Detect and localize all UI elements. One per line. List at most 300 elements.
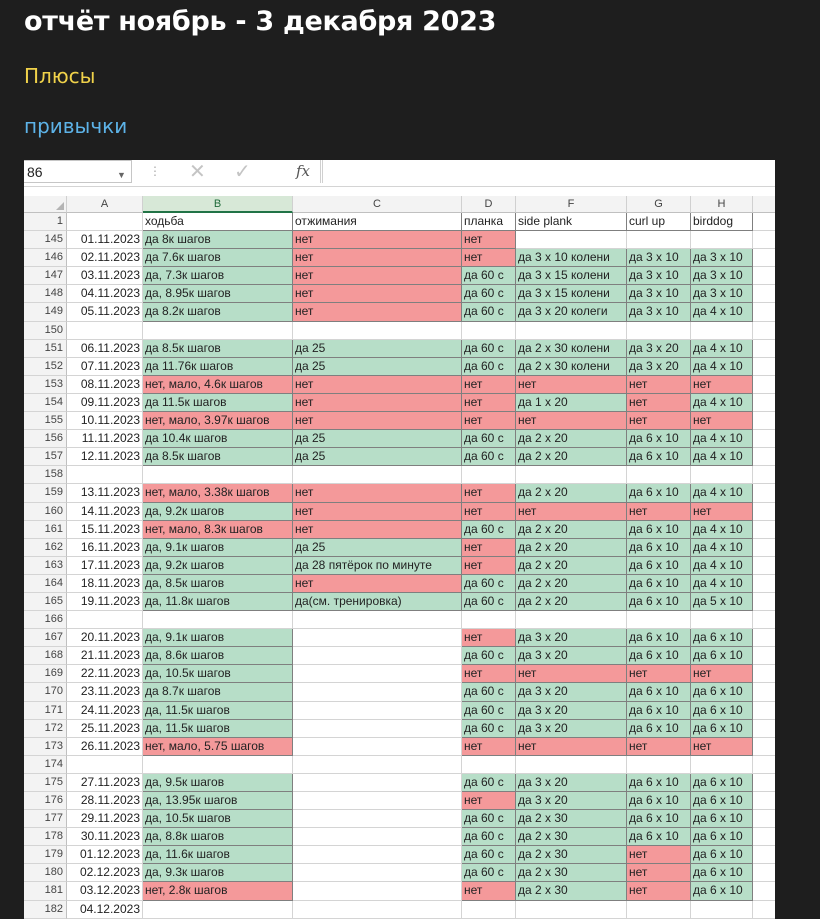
row-number[interactable]: 158 [24,466,67,484]
table-cell[interactable]: нет, мало, 5.75 шагов [143,738,293,756]
row-number[interactable]: 181 [24,882,67,900]
table-cell[interactable]: да 8.7к шагов [143,683,293,701]
table-cell[interactable]: да 6 х 10 [691,774,753,792]
table-cell[interactable] [143,901,293,919]
table-cell[interactable]: нет [516,665,627,683]
table-cell[interactable] [143,322,293,340]
table-cell[interactable]: да 2 х 20 [516,539,627,557]
table-cell[interactable]: да 6 х 10 [627,430,691,448]
table-cell[interactable]: да 11.76к шагов [143,358,293,376]
table-cell[interactable]: нет [516,738,627,756]
table-cell[interactable]: нет, мало, 3.97к шагов [143,412,293,430]
table-cell[interactable] [67,466,143,484]
column-header-g[interactable]: G [627,196,691,213]
table-cell[interactable]: нет [462,738,516,756]
row-number[interactable]: 162 [24,539,67,557]
table-cell[interactable]: да 2 х 30 [516,864,627,882]
table-cell-empty[interactable] [753,249,775,267]
table-cell[interactable] [691,322,753,340]
column-title-cell[interactable]: birddog [691,213,753,231]
table-cell-empty[interactable] [753,792,775,810]
table-cell[interactable]: нет [462,539,516,557]
table-cell[interactable]: да 6 х 10 [691,720,753,738]
table-cell[interactable]: нет [627,376,691,394]
table-cell[interactable]: да 2 х 30 колени [516,340,627,358]
row-number[interactable]: 150 [24,322,67,340]
table-cell[interactable]: 01.11.2023 [67,231,143,249]
table-cell[interactable]: 27.11.2023 [67,774,143,792]
column-header-h[interactable]: H [691,196,753,213]
table-cell[interactable]: нет [516,376,627,394]
table-cell-empty[interactable] [753,810,775,828]
table-cell[interactable]: да 6 х 10 [691,702,753,720]
table-cell[interactable]: да, 9.1к шагов [143,539,293,557]
table-cell[interactable]: да 6 х 10 [627,557,691,575]
row-number[interactable]: 166 [24,611,67,629]
table-cell[interactable] [516,231,627,249]
table-cell[interactable]: да 25 [293,358,462,376]
table-cell[interactable]: 14.11.2023 [67,503,143,521]
table-cell-empty[interactable] [753,340,775,358]
table-cell[interactable]: нет [462,665,516,683]
table-cell[interactable]: да 6 х 10 [691,683,753,701]
table-cell[interactable]: нет [293,503,462,521]
table-cell[interactable] [691,231,753,249]
table-cell[interactable] [462,611,516,629]
table-cell[interactable]: да 11.5к шагов [143,394,293,412]
row-number[interactable]: 156 [24,430,67,448]
table-cell[interactable]: 06.11.2023 [67,340,143,358]
table-cell[interactable]: нет [293,231,462,249]
table-cell-empty[interactable] [753,665,775,683]
table-cell-empty[interactable] [753,557,775,575]
table-cell[interactable]: да 60 с [462,448,516,466]
table-cell[interactable]: нет [462,792,516,810]
table-cell[interactable]: да, 7.3к шагов [143,267,293,285]
table-cell[interactable]: 02.11.2023 [67,249,143,267]
table-cell[interactable]: нет [462,629,516,647]
table-cell[interactable] [627,611,691,629]
table-cell[interactable]: да 4 х 10 [691,448,753,466]
table-cell[interactable]: 04.12.2023 [67,901,143,919]
table-cell-empty[interactable] [753,539,775,557]
table-cell[interactable]: нет [293,376,462,394]
table-cell[interactable]: нет [293,521,462,539]
table-cell[interactable]: нет [627,864,691,882]
row-number[interactable]: 147 [24,267,67,285]
table-cell[interactable]: да 60 с [462,521,516,539]
row-number[interactable]: 146 [24,249,67,267]
table-cell[interactable]: нет [691,376,753,394]
table-cell-empty[interactable] [753,503,775,521]
table-cell[interactable]: да 3 х 20 [516,647,627,665]
table-cell-empty[interactable] [753,864,775,882]
table-cell[interactable]: да 25 [293,539,462,557]
table-cell[interactable]: да 6 х 10 [627,575,691,593]
row-number[interactable]: 174 [24,756,67,774]
table-cell[interactable]: да 2 х 30 [516,828,627,846]
table-cell[interactable]: да(см. тренировка) [293,593,462,611]
table-cell[interactable]: да 60 с [462,340,516,358]
table-cell[interactable]: да 60 с [462,430,516,448]
table-cell[interactable]: да 2 х 30 [516,846,627,864]
table-cell[interactable]: да 60 с [462,593,516,611]
column-title-cell[interactable]: ходьба [143,213,293,231]
table-cell[interactable]: да, 9.1к шагов [143,629,293,647]
row-number[interactable]: 155 [24,412,67,430]
table-cell[interactable]: да 25 [293,340,462,358]
table-cell[interactable]: да 2 х 20 [516,430,627,448]
table-cell[interactable]: да 3 х 20 [516,683,627,701]
row-number[interactable]: 173 [24,738,67,756]
table-cell[interactable] [293,466,462,484]
table-cell-empty[interactable] [753,575,775,593]
table-cell[interactable]: да 3 х 20 [516,629,627,647]
table-cell[interactable]: да 6 х 10 [627,792,691,810]
table-cell[interactable]: да 25 [293,448,462,466]
table-cell-empty[interactable] [753,303,775,321]
table-cell[interactable]: да 28 пятёрок по минуте [293,557,462,575]
table-cell[interactable] [293,774,462,792]
table-cell[interactable]: 03.12.2023 [67,882,143,900]
table-cell[interactable]: да 4 х 10 [691,340,753,358]
table-cell[interactable]: да 6 х 10 [627,810,691,828]
column-header-f[interactable]: F [516,196,627,213]
table-cell[interactable]: 10.11.2023 [67,412,143,430]
table-cell[interactable]: да 2 х 20 [516,448,627,466]
table-cell[interactable]: да 3 х 20 колеги [516,303,627,321]
table-cell[interactable]: нет [516,503,627,521]
column-title-cell[interactable]: side plank [516,213,627,231]
row-number[interactable]: 180 [24,864,67,882]
table-cell[interactable] [293,756,462,774]
table-cell[interactable]: да 60 с [462,683,516,701]
table-cell[interactable]: да 4 х 10 [691,394,753,412]
table-cell[interactable]: да 2 х 30 [516,882,627,900]
table-cell[interactable]: нет [627,665,691,683]
table-cell[interactable]: да 6 х 10 [691,629,753,647]
table-cell[interactable] [516,901,627,919]
table-cell[interactable]: да 4 х 10 [691,484,753,502]
table-cell[interactable] [627,466,691,484]
table-cell[interactable] [691,466,753,484]
table-cell-empty[interactable] [753,756,775,774]
table-cell[interactable]: нет [293,285,462,303]
table-cell[interactable]: 18.11.2023 [67,575,143,593]
table-cell[interactable]: да 3 х 20 [627,340,691,358]
table-cell[interactable] [293,702,462,720]
table-cell[interactable]: да, 11.8к шагов [143,593,293,611]
table-cell[interactable]: нет [462,249,516,267]
table-cell[interactable] [293,846,462,864]
table-cell[interactable] [627,231,691,249]
row-number[interactable]: 176 [24,792,67,810]
table-cell[interactable]: нет, 2.8к шагов [143,882,293,900]
table-cell-empty[interactable] [753,683,775,701]
row-number[interactable]: 160 [24,503,67,521]
row-number[interactable]: 157 [24,448,67,466]
habits-heading[interactable]: привычки [24,114,128,138]
table-cell[interactable] [293,647,462,665]
table-cell[interactable]: да 4 х 10 [691,557,753,575]
table-cell-empty[interactable] [753,412,775,430]
table-cell[interactable]: да 6 х 10 [627,774,691,792]
table-cell[interactable] [462,322,516,340]
table-cell[interactable]: 11.11.2023 [67,430,143,448]
table-cell[interactable]: да, 9.3к шагов [143,864,293,882]
table-cell[interactable]: 24.11.2023 [67,702,143,720]
table-cell[interactable] [516,322,627,340]
table-cell[interactable]: 29.11.2023 [67,810,143,828]
table-cell[interactable]: да 3 х 10 [691,285,753,303]
table-cell[interactable]: да 4 х 10 [691,521,753,539]
table-cell[interactable]: да 10.4к шагов [143,430,293,448]
table-cell[interactable]: да 6 х 10 [691,864,753,882]
table-cell[interactable]: 21.11.2023 [67,647,143,665]
table-cell[interactable]: 02.12.2023 [67,864,143,882]
row-number[interactable]: 167 [24,629,67,647]
table-cell[interactable]: да, 11.6к шагов [143,846,293,864]
table-cell[interactable]: да 2 х 30 колени [516,358,627,376]
table-cell-empty[interactable] [753,774,775,792]
table-cell[interactable]: да, 8.95к шагов [143,285,293,303]
table-cell[interactable]: да 2 х 20 [516,484,627,502]
table-cell[interactable]: да 60 с [462,774,516,792]
table-cell[interactable]: да 3 х 10 [627,285,691,303]
table-cell-empty[interactable] [753,901,775,919]
table-cell[interactable] [516,611,627,629]
row-number[interactable]: 153 [24,376,67,394]
table-cell[interactable]: да 3 х 10 [627,303,691,321]
table-cell[interactable]: да, 11.5к шагов [143,702,293,720]
table-cell[interactable]: да 2 х 20 [516,557,627,575]
table-cell-empty[interactable] [753,629,775,647]
table-cell[interactable]: да 4 х 10 [691,575,753,593]
table-cell[interactable]: 13.11.2023 [67,484,143,502]
table-cell[interactable]: да 3 х 10 [627,267,691,285]
table-cell[interactable]: нет, мало, 4.6к шагов [143,376,293,394]
column-header-a[interactable]: A [67,196,143,213]
table-cell[interactable] [143,611,293,629]
table-cell[interactable] [67,756,143,774]
table-cell[interactable]: нет [691,503,753,521]
table-cell-empty[interactable] [753,394,775,412]
row-number[interactable]: 1 [24,213,67,231]
table-cell[interactable]: 23.11.2023 [67,683,143,701]
table-cell[interactable] [293,720,462,738]
table-cell[interactable] [691,611,753,629]
table-cell[interactable]: нет [627,503,691,521]
table-cell[interactable]: да 6 х 10 [627,828,691,846]
table-cell[interactable]: да 6 х 10 [627,448,691,466]
table-cell[interactable]: да, 11.5к шагов [143,720,293,738]
close-icon[interactable]: ✕ [189,161,206,183]
table-cell[interactable]: нет [462,484,516,502]
table-cell[interactable] [293,828,462,846]
table-cell[interactable]: да 2 х 30 [516,810,627,828]
table-cell[interactable]: да 6 х 10 [627,484,691,502]
table-cell-empty[interactable] [753,593,775,611]
checkmark-icon[interactable]: ✓ [234,161,251,183]
table-cell-empty[interactable] [753,358,775,376]
table-cell-empty[interactable] [753,846,775,864]
table-cell[interactable] [293,792,462,810]
table-cell[interactable]: 16.11.2023 [67,539,143,557]
row-number[interactable]: 175 [24,774,67,792]
table-cell[interactable]: 03.11.2023 [67,267,143,285]
row-number[interactable]: 168 [24,647,67,665]
table-cell[interactable] [293,882,462,900]
table-cell[interactable] [293,611,462,629]
table-cell[interactable] [67,322,143,340]
table-cell[interactable] [462,756,516,774]
column-header-d[interactable]: D [462,196,516,213]
table-cell[interactable]: нет [516,412,627,430]
formula-input[interactable] [322,160,775,183]
table-cell[interactable]: 09.11.2023 [67,394,143,412]
table-cell[interactable]: да 6 х 10 [627,647,691,665]
table-cell[interactable]: да 3 х 15 колени [516,267,627,285]
table-cell[interactable]: 25.11.2023 [67,720,143,738]
table-cell[interactable]: да, 10.5к шагов [143,665,293,683]
table-cell[interactable] [462,466,516,484]
table-cell[interactable]: нет [293,394,462,412]
table-cell[interactable]: да 4 х 10 [691,539,753,557]
row-number[interactable]: 151 [24,340,67,358]
table-cell[interactable]: да 3 х 10 [627,249,691,267]
table-cell[interactable]: да 7.6к шагов [143,249,293,267]
table-cell[interactable]: да, 9.5к шагов [143,774,293,792]
table-cell[interactable]: да 25 [293,430,462,448]
row-number[interactable]: 178 [24,828,67,846]
table-cell[interactable]: да 6 х 10 [691,810,753,828]
table-cell[interactable]: 17.11.2023 [67,557,143,575]
table-cell[interactable]: нет [691,412,753,430]
table-cell[interactable]: да 6 х 10 [627,720,691,738]
table-cell[interactable]: нет [462,231,516,249]
row-number[interactable]: 165 [24,593,67,611]
table-cell[interactable]: да 6 х 10 [627,629,691,647]
row-number[interactable]: 154 [24,394,67,412]
table-cell[interactable]: 22.11.2023 [67,665,143,683]
table-cell[interactable] [627,322,691,340]
table-cell-empty[interactable] [753,484,775,502]
table-cell[interactable]: 30.11.2023 [67,828,143,846]
row-number[interactable]: 161 [24,521,67,539]
fx-icon[interactable]: fx [286,160,321,183]
table-cell[interactable]: да, 8.6к шагов [143,647,293,665]
table-cell[interactable]: да 8.2к шагов [143,303,293,321]
row-number[interactable]: 145 [24,231,67,249]
row-number[interactable]: 171 [24,702,67,720]
table-cell[interactable]: нет [627,882,691,900]
table-cell[interactable]: нет [462,412,516,430]
table-cell[interactable]: нет [293,484,462,502]
table-cell[interactable]: да, 8.8к шагов [143,828,293,846]
table-cell[interactable]: нет [627,412,691,430]
table-cell[interactable]: да 60 с [462,864,516,882]
table-cell[interactable]: да 6 х 10 [691,647,753,665]
row-number[interactable]: 177 [24,810,67,828]
table-cell[interactable]: нет [293,412,462,430]
table-cell[interactable]: нет, мало, 8.3к шагов [143,521,293,539]
table-cell[interactable] [627,901,691,919]
table-cell[interactable]: нет [293,249,462,267]
table-cell[interactable]: нет [462,503,516,521]
table-cell[interactable]: да 6 х 10 [627,521,691,539]
table-cell[interactable]: да 6 х 10 [627,683,691,701]
row-number[interactable]: 179 [24,846,67,864]
table-cell[interactable]: 07.11.2023 [67,358,143,376]
table-cell-empty[interactable] [753,466,775,484]
table-cell[interactable]: да 4 х 10 [691,303,753,321]
table-cell[interactable]: нет [627,846,691,864]
table-cell[interactable]: нет [627,738,691,756]
table-cell-empty[interactable] [753,322,775,340]
table-cell[interactable]: да 2 х 20 [516,521,627,539]
table-cell[interactable]: да 4 х 10 [691,358,753,376]
table-cell[interactable]: да, 9.2к шагов [143,503,293,521]
table-cell[interactable] [293,864,462,882]
table-cell-empty[interactable] [753,213,775,231]
table-cell[interactable] [67,611,143,629]
table-cell[interactable]: да 8к шагов [143,231,293,249]
table-cell[interactable]: да 2 х 20 [516,575,627,593]
table-cell[interactable]: да 6 х 10 [627,702,691,720]
table-cell[interactable]: да 3 х 10 колени [516,249,627,267]
table-cell[interactable] [293,810,462,828]
table-cell[interactable]: да 4 х 10 [691,430,753,448]
table-cell-empty[interactable] [753,702,775,720]
table-cell[interactable] [516,756,627,774]
table-cell[interactable]: нет [293,575,462,593]
column-title-cell[interactable] [67,213,143,231]
table-cell-empty[interactable] [753,267,775,285]
row-number[interactable]: 148 [24,285,67,303]
table-cell-empty[interactable] [753,448,775,466]
table-cell-empty[interactable] [753,521,775,539]
table-cell[interactable]: 04.11.2023 [67,285,143,303]
table-cell[interactable]: да 60 с [462,810,516,828]
table-cell[interactable]: нет [462,376,516,394]
table-cell-empty[interactable] [753,285,775,303]
table-cell[interactable]: нет [462,557,516,575]
row-number[interactable]: 159 [24,484,67,502]
table-cell[interactable]: да, 9.2к шагов [143,557,293,575]
table-cell[interactable]: 12.11.2023 [67,448,143,466]
table-cell[interactable]: нет [462,882,516,900]
table-cell[interactable]: да 5 х 10 [691,593,753,611]
table-cell-empty[interactable] [753,611,775,629]
table-cell[interactable] [691,756,753,774]
table-cell[interactable]: да 6 х 10 [691,828,753,846]
table-cell[interactable]: да 8.5к шагов [143,448,293,466]
table-cell[interactable]: 05.11.2023 [67,303,143,321]
table-cell[interactable] [293,629,462,647]
table-cell[interactable] [143,466,293,484]
table-cell[interactable]: да 3 х 20 [516,720,627,738]
row-number[interactable]: 164 [24,575,67,593]
row-number[interactable]: 182 [24,901,67,919]
table-cell-empty[interactable] [753,376,775,394]
table-cell[interactable]: 01.12.2023 [67,846,143,864]
table-cell[interactable]: да 60 с [462,303,516,321]
table-cell[interactable]: нет, мало, 3.38к шагов [143,484,293,502]
table-cell[interactable]: да 3 х 10 [691,249,753,267]
table-cell[interactable]: да 60 с [462,828,516,846]
table-cell[interactable]: да, 10.5к шагов [143,810,293,828]
table-cell[interactable]: да 6 х 10 [627,593,691,611]
